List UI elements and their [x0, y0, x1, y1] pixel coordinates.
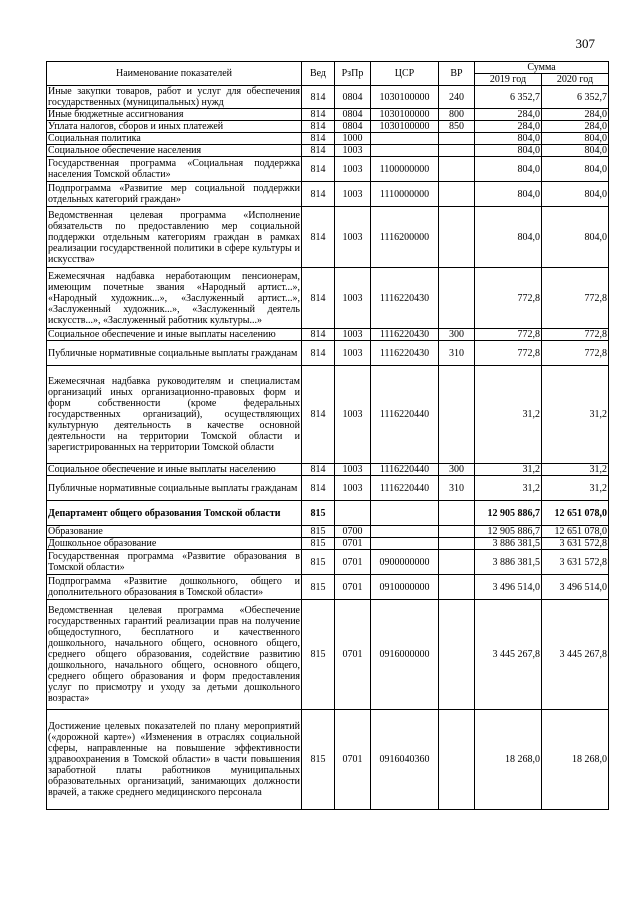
header-year-2020: 2020 год: [542, 74, 609, 86]
row-csr: 1116220430: [371, 268, 439, 329]
row-csr: 1116200000: [371, 207, 439, 268]
row-ved: 815: [302, 501, 335, 526]
row-vr: [439, 366, 475, 464]
row-sum-2020: 284,0: [542, 121, 609, 133]
row-rzpr: 0701: [335, 538, 371, 550]
row-ved: 814: [302, 329, 335, 341]
row-sum-2019: 804,0: [475, 207, 542, 268]
row-vr: [439, 501, 475, 526]
table-row: [47, 341, 609, 366]
row-vr: [439, 710, 475, 810]
row-csr: 0910000000: [371, 575, 439, 600]
row-ved: 814: [302, 86, 335, 109]
table-row: [47, 710, 609, 810]
table-row: [47, 575, 609, 600]
row-sum-2019: 31,2: [475, 476, 542, 501]
table-row: [47, 464, 609, 476]
row-name: Подпрограмма «Развитие мер социальной поддержки отдельных категорий граждан»: [48, 183, 300, 205]
row-vr: [439, 600, 475, 710]
row-ved: 814: [302, 145, 335, 157]
table-row: [47, 476, 609, 501]
header-year-2019: 2019 год: [475, 74, 542, 86]
row-rzpr: 1003: [335, 366, 371, 464]
table-row: [47, 133, 609, 145]
row-sum-2020: 31,2: [542, 476, 609, 501]
row-csr: 1116220440: [371, 476, 439, 501]
row-ved: 814: [302, 341, 335, 366]
row-csr: 0900000000: [371, 550, 439, 575]
table-row: [47, 157, 609, 182]
row-sum-2020: 804,0: [542, 207, 609, 268]
row-vr: 850: [439, 121, 475, 133]
row-ved: 815: [302, 538, 335, 550]
row-name: Достижение целевых показателей по плану мероприятий («дорожной карте») «Изменения в отраслях социальной сферы, направленные на повышение эффективности здравоохранения в Томской области» в части повышения заработной платы работников муниципальных образовательных организаций, занимающих должности врачей, а также среднего медицинского персонала: [47, 710, 302, 810]
row-sum-2019: 3 445 267,8: [475, 600, 542, 710]
row-vr: [439, 575, 475, 600]
row-ved: 815: [302, 550, 335, 575]
row-name: Государственная программа «Социальная поддержка населения Томской области»: [48, 158, 300, 180]
row-sum-2020: 3 496 514,0: [542, 575, 609, 600]
table-row: [47, 121, 609, 133]
row-sum-2020: 772,8: [542, 329, 609, 341]
row-rzpr: 1003: [335, 157, 371, 182]
row-sum-2019: 804,0: [475, 157, 542, 182]
table-row: [47, 501, 609, 526]
row-vr: 310: [439, 476, 475, 501]
table-row: [47, 329, 609, 341]
row-vr: [439, 182, 475, 207]
row-name: Социальное обеспечение населения: [47, 145, 302, 157]
row-csr: 0916000000: [371, 600, 439, 710]
row-ved: 815: [302, 600, 335, 710]
row-ved: 814: [302, 476, 335, 501]
row-rzpr: 0700: [335, 526, 371, 538]
row-csr: 1030100000: [371, 121, 439, 133]
row-vr: 800: [439, 109, 475, 121]
row-sum-2019: 12 905 886,7: [475, 526, 542, 538]
table-row: [47, 526, 609, 538]
row-sum-2020: 284,0: [542, 109, 609, 121]
row-vr: [439, 526, 475, 538]
row-sum-2019: 772,8: [475, 341, 542, 366]
row-rzpr: 0701: [335, 550, 371, 575]
row-rzpr: 0804: [335, 121, 371, 133]
row-rzpr: 0701: [335, 710, 371, 810]
row-sum-2020: 6 352,7: [542, 86, 609, 109]
table-row: [47, 550, 609, 575]
row-name: Социальное обеспечение и иные выплаты населению: [47, 464, 302, 476]
row-ved: 814: [302, 268, 335, 329]
row-sum-2019: 772,8: [475, 268, 542, 329]
row-ved: 815: [302, 575, 335, 600]
row-name: Ведомственная целевая программа «Исполнение обязательств по предоставлению мер социальной поддержки отдельным категориям граждан в рамках реализации государственной политики в сфере культуры и искусства»: [47, 207, 302, 268]
header-csr: ЦСР: [371, 62, 439, 86]
row-vr: [439, 268, 475, 329]
row-rzpr: 1003: [335, 329, 371, 341]
row-sum-2020: 772,8: [542, 268, 609, 329]
row-vr: [439, 207, 475, 268]
row-csr: [371, 145, 439, 157]
table-row: [47, 538, 609, 550]
table-row: [47, 207, 609, 268]
row-vr: 310: [439, 341, 475, 366]
row-rzpr: 1003: [335, 476, 371, 501]
row-rzpr: 0701: [335, 575, 371, 600]
row-vr: 300: [439, 329, 475, 341]
row-name: Иные закупки товаров, работ и услуг для обеспечения государственных (муниципальных) нужд: [48, 86, 300, 108]
row-name: Социальное обеспечение и иные выплаты населению: [47, 329, 302, 341]
row-ved: 814: [302, 109, 335, 121]
row-sum-2019: 3 496 514,0: [475, 575, 542, 600]
row-name: Ежемесячная надбавка неработающим пенсионерам, имеющим почетные звания «Народный артист...», «Народный художник...», «Заслуженный артист...», «Заслуженный художник...», «Заслуженный деятель искусств...», «Заслуженный работник культуры...»: [47, 268, 302, 329]
row-name: Департамент общего образования Томской области: [47, 501, 302, 526]
row-vr: [439, 157, 475, 182]
row-rzpr: 0701: [335, 600, 371, 710]
table-row: [47, 366, 609, 464]
row-name: Публичные нормативные социальные выплаты гражданам: [47, 341, 302, 366]
row-sum-2020: 772,8: [542, 341, 609, 366]
row-sum-2020: 3 631 572,8: [542, 538, 609, 550]
row-csr: 1116220440: [371, 366, 439, 464]
row-ved: 815: [302, 526, 335, 538]
row-sum-2019: 284,0: [475, 109, 542, 121]
row-sum-2020: 804,0: [542, 157, 609, 182]
row-name: Государственная программа «Развитие образования в Томской области»: [48, 551, 300, 573]
row-rzpr: 1003: [335, 182, 371, 207]
row-rzpr: 1003: [335, 207, 371, 268]
table-row: [47, 182, 609, 207]
row-csr: 1116220440: [371, 464, 439, 476]
row-name: Иные бюджетные ассигнования: [47, 109, 302, 121]
row-sum-2019: 31,2: [475, 464, 542, 476]
row-csr: 1030100000: [371, 86, 439, 109]
row-sum-2019: 284,0: [475, 121, 542, 133]
row-vr: [439, 145, 475, 157]
row-name: Публичные нормативные социальные выплаты гражданам: [47, 476, 302, 501]
row-sum-2019: 6 352,7: [475, 86, 542, 109]
row-sum-2020: 804,0: [542, 133, 609, 145]
row-vr: 300: [439, 464, 475, 476]
row-name: Образование: [47, 526, 302, 538]
row-name: Ведомственная целевая программа «Обеспечение государственных гарантий реализации прав на получение общедоступного, бесплатного и качественного дошкольного, начального общего, основного общего, среднего общего образования, содействие развитию дошкольного, начального общего, основного общего, среднего общего образования и форм предоставления услуг по присмотру и уходу за детьми дошкольного возраста»: [47, 600, 302, 710]
table-row: [47, 268, 609, 329]
header-name: Наименование показателей: [47, 62, 302, 86]
row-ved: 814: [302, 464, 335, 476]
row-ved: 814: [302, 366, 335, 464]
row-rzpr: 1003: [335, 145, 371, 157]
row-sum-2020: 3 631 572,8: [542, 550, 609, 575]
row-rzpr: [335, 501, 371, 526]
row-rzpr: 1003: [335, 464, 371, 476]
row-csr: [371, 501, 439, 526]
row-sum-2020: 804,0: [542, 145, 609, 157]
row-csr: 1100000000: [371, 157, 439, 182]
row-rzpr: 1003: [335, 268, 371, 329]
row-csr: [371, 526, 439, 538]
row-csr: 1030100000: [371, 109, 439, 121]
row-name: Дошкольное образование: [47, 538, 302, 550]
row-name: Социальная политика: [47, 133, 302, 145]
row-vr: [439, 538, 475, 550]
row-sum-2020: 18 268,0: [542, 710, 609, 810]
row-name: Ежемесячная надбавка руководителям и специалистам организаций иных организационно-правовых форм и форм собственности (кроме федеральных государственных организаций), осуществляющих культурную деятельность в качестве основной деятельности на территории Томской области и зарегистрированных на территории Томской области: [47, 366, 302, 464]
header-rzpr: РзПр: [335, 62, 371, 86]
row-sum-2020: 3 445 267,8: [542, 600, 609, 710]
row-csr: 1110000000: [371, 182, 439, 207]
row-rzpr: 0804: [335, 109, 371, 121]
row-rzpr: 1003: [335, 341, 371, 366]
row-vr: [439, 550, 475, 575]
row-sum-2019: 804,0: [475, 182, 542, 207]
row-sum-2019: 804,0: [475, 145, 542, 157]
row-sum-2019: 3 886 381,5: [475, 550, 542, 575]
row-sum-2020: 12 651 078,0: [542, 501, 609, 526]
row-ved: 815: [302, 710, 335, 810]
table-row: [47, 109, 609, 121]
row-name: Подпрограмма «Развитие дошкольного, общего и дополнительного образования в Томской области»: [48, 576, 300, 598]
row-ved: 814: [302, 182, 335, 207]
row-csr: 1116220430: [371, 329, 439, 341]
row-sum-2020: 31,2: [542, 464, 609, 476]
row-sum-2019: 772,8: [475, 329, 542, 341]
header-sum: Сумма: [475, 62, 609, 74]
table-body: [47, 86, 609, 810]
row-sum-2019: 12 905 886,7: [475, 501, 542, 526]
header-ved: Вед: [302, 62, 335, 86]
row-ved: 814: [302, 121, 335, 133]
row-csr: 1116220430: [371, 341, 439, 366]
row-ved: 814: [302, 207, 335, 268]
row-sum-2020: 12 651 078,0: [542, 526, 609, 538]
row-vr: [439, 133, 475, 145]
table-row: [47, 145, 609, 157]
row-csr: 0916040360: [371, 710, 439, 810]
row-name: Уплата налогов, сборов и иных платежей: [47, 121, 302, 133]
row-sum-2020: 31,2: [542, 366, 609, 464]
row-rzpr: 1000: [335, 133, 371, 145]
row-ved: 814: [302, 157, 335, 182]
row-sum-2019: 804,0: [475, 133, 542, 145]
row-sum-2020: 804,0: [542, 182, 609, 207]
budget-table: [46, 61, 609, 810]
row-sum-2019: 18 268,0: [475, 710, 542, 810]
row-sum-2019: 31,2: [475, 366, 542, 464]
header-vr: ВР: [439, 62, 475, 86]
row-vr: 240: [439, 86, 475, 109]
row-sum-2019: 3 886 381,5: [475, 538, 542, 550]
row-csr: [371, 538, 439, 550]
row-csr: [371, 133, 439, 145]
row-rzpr: 0804: [335, 86, 371, 109]
row-ved: 814: [302, 133, 335, 145]
page-number: 307: [575, 36, 595, 51]
table-row: [47, 600, 609, 710]
table-row: [47, 86, 609, 109]
